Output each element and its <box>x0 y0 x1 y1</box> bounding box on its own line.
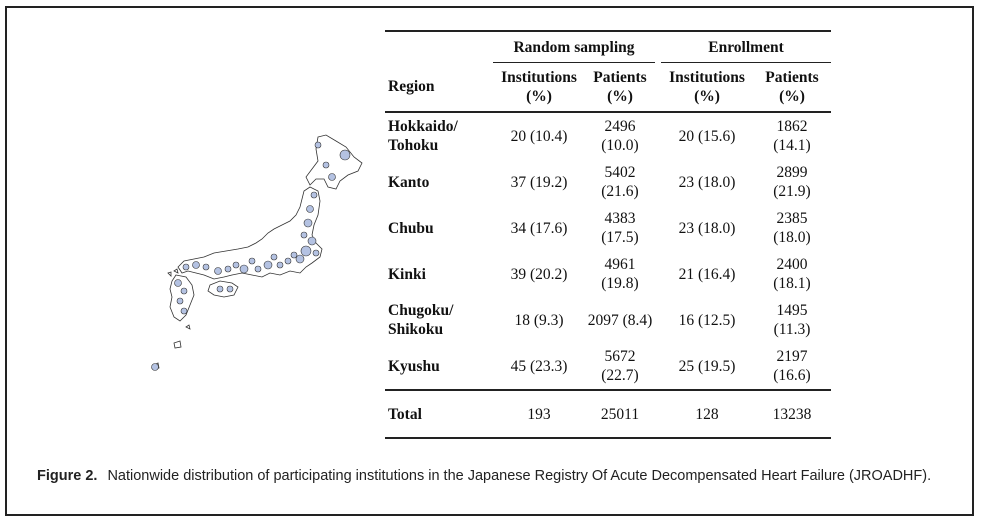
institution-marker <box>233 262 239 268</box>
cell-rs-patients: 4961 (19.8) <box>601 256 639 292</box>
cell-en-institutions: 20 (15.6) <box>678 127 736 145</box>
figure-caption <box>37 467 957 486</box>
total-label: Total <box>385 390 493 438</box>
row-region: Chubu <box>388 219 434 237</box>
institution-marker <box>340 150 350 160</box>
cell-rs-patients: 5402 (21.6) <box>601 164 639 200</box>
cell-en-institutions: 16 (12.5) <box>678 311 736 329</box>
total-en-patients: 13238 <box>753 390 831 438</box>
figure-label: Figure 2. <box>37 468 98 484</box>
cell-rs-institutions: 39 (20.2) <box>510 265 568 283</box>
column-header-rs-institutions: Institutions (%) <box>493 63 585 113</box>
table-row <box>385 159 831 205</box>
cell-rs-patients: 2097 (8.4) <box>587 311 653 329</box>
cell-rs-patients: 4383 (17.5) <box>601 210 639 246</box>
row-region: Kyushu <box>385 343 493 390</box>
cell-en-institutions: 25 (19.5) <box>661 343 753 390</box>
region-header: Region <box>385 63 493 113</box>
institution-marker <box>301 246 311 256</box>
table-row <box>385 112 831 159</box>
row-region: Kanto <box>388 173 430 191</box>
institution-marker <box>215 268 222 275</box>
institution-marker <box>311 192 317 198</box>
column-header-en-institutions: Institutions (%) <box>661 63 753 113</box>
institution-marker <box>301 232 307 238</box>
group-header-random-sampling: Random sampling <box>493 31 655 63</box>
institution-marker <box>181 288 187 294</box>
total-en-institutions: 128 <box>661 390 753 438</box>
institution-marker <box>181 308 187 314</box>
institution-marker <box>152 364 159 371</box>
institution-marker <box>175 280 182 287</box>
row-region: Kinki <box>388 265 426 283</box>
cell-rs-institutions: 20 (10.4) <box>510 127 568 145</box>
cell-en-institutions: 21 (16.4) <box>678 265 736 283</box>
cell-rs-institutions: 18 (9.3) <box>514 311 564 329</box>
cell-en-patients: 1862 (14.1) <box>773 118 811 154</box>
institution-marker <box>203 264 209 270</box>
institution-marker <box>307 206 314 213</box>
institution-marker <box>177 298 183 304</box>
cell-en-patients: 1495 (11.3) <box>773 302 811 338</box>
column-header-rs-patients: Patients (%) <box>585 63 655 113</box>
cell-rs-institutions: 34 (17.6) <box>510 219 568 237</box>
caption-text: Nationwide distribution of participating institutions in the Japanese Registry Of Acute Decompensated Heart Failure (JROADHF). <box>107 468 932 484</box>
cell-en-institutions: 23 (18.0) <box>678 173 736 191</box>
cell-en-patients: 2197 (16.6) <box>753 343 831 390</box>
institution-marker <box>308 237 316 245</box>
japan-outline <box>154 135 362 369</box>
cell-rs-patients: 2496 (10.0) <box>601 118 639 154</box>
institution-marker <box>291 252 297 258</box>
institution-marker <box>285 258 291 264</box>
institution-marker <box>240 265 248 273</box>
table-row <box>385 343 831 390</box>
region-distribution-table <box>385 30 831 439</box>
institution-marker <box>255 266 261 272</box>
cell-rs-institutions: 45 (23.3) <box>493 343 585 390</box>
table-row <box>385 205 831 251</box>
cell-en-patients: 2899 (21.9) <box>773 164 811 200</box>
table-row <box>385 297 831 343</box>
institution-marker <box>271 254 277 260</box>
institution-marker <box>296 255 304 263</box>
total-rs-institutions: 193 <box>493 390 585 438</box>
total-row <box>385 390 831 438</box>
institution-marker <box>183 264 189 270</box>
institution-marker <box>264 261 272 269</box>
row-region: Chugoku/ Shikoku <box>388 302 454 338</box>
table-row <box>385 251 831 297</box>
institution-marker <box>323 162 329 168</box>
column-header-en-patients: Patients (%) <box>753 63 831 113</box>
cell-en-institutions: 23 (18.0) <box>678 219 736 237</box>
cell-rs-patients: 5672 (22.7) <box>585 343 655 390</box>
cell-en-patients: 2385 (18.0) <box>773 210 811 246</box>
cell-rs-institutions: 37 (19.2) <box>510 173 568 191</box>
total-rs-patients: 25011 <box>585 390 655 438</box>
institution-marker <box>304 219 312 227</box>
japan-map <box>140 125 370 385</box>
group-header-enrollment: Enrollment <box>661 31 831 63</box>
institution-marker <box>225 266 231 272</box>
cell-en-patients: 2400 (18.1) <box>773 256 811 292</box>
group-header-row <box>385 31 831 63</box>
row-region: Hokkaido/ Tohoku <box>388 118 458 154</box>
institution-marker <box>193 262 200 269</box>
institution-marker <box>249 258 255 264</box>
institution-marker <box>277 262 283 268</box>
institution-marker <box>217 286 223 292</box>
institution-marker <box>227 286 233 292</box>
column-header-row <box>385 63 831 113</box>
institution-marker <box>329 174 336 181</box>
institution-marker <box>315 142 321 148</box>
institution-marker <box>313 250 319 256</box>
